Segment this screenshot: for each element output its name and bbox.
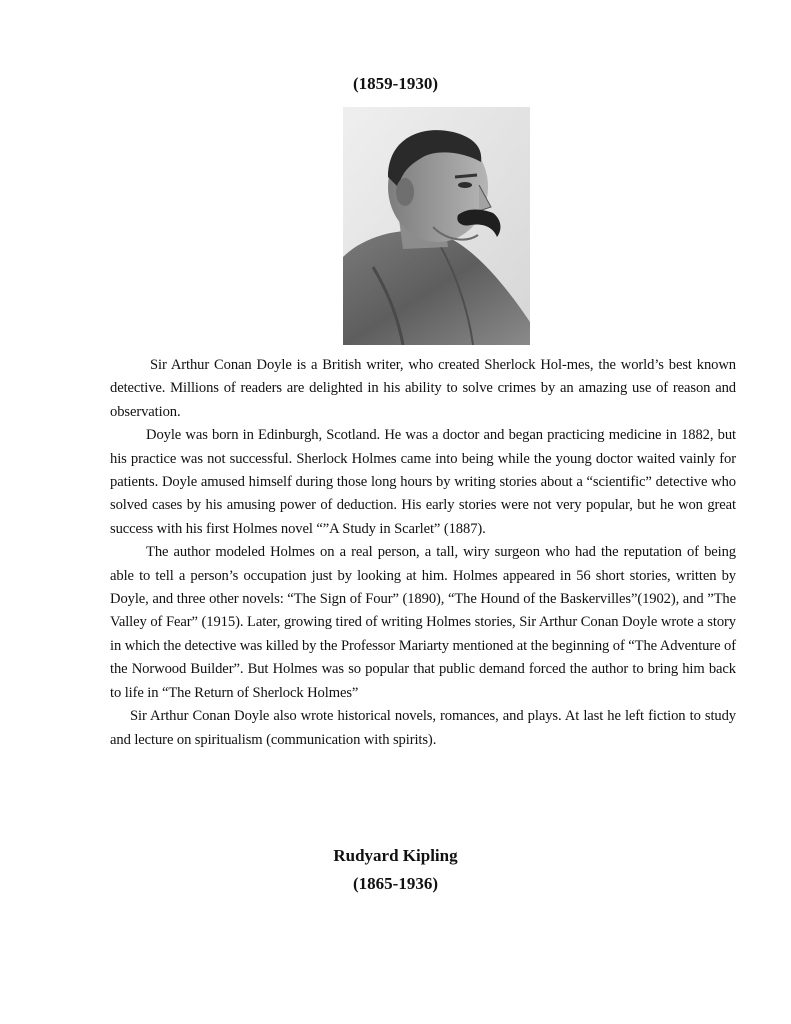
- paragraph-holmes: The author modeled Holmes on a real person, a tall, wiry surgeon who had the reputation of being able to tell a person’s occupation just by looking at him. Holmes appeared in 56 short stories, written by Doyle, and three other novels: “The Sign of Four” (1890), “The Hound of the Baskervilles”(1902), and ”The Valley of Fear” (1915). Later, growing tired of writing Holmes stories, Sir Arthur Conan Doyle wrote a story in which the detective was killed by the Professor Mariarty mentioned at the beginning of “The Adventure of the Norwood Builder”. But Holmes was so popular that public demand forced the author to bring him back to life in “The Return of Sherlock Holmes”: [110, 544, 736, 701]
- portrait-illustration: [343, 107, 530, 345]
- author-portrait-photo: [343, 107, 530, 345]
- paragraph-intro: Sir Arthur Conan Doyle is a British writer, who created Sherlock Hol-mes, the world’s best known detective. Millions of readers are delighted in his ability to solve crimes by an amazing use of reason and observation.: [110, 357, 736, 420]
- paragraph-later-works: Sir Arthur Conan Doyle also wrote historical novels, romances, and plays. At last he left fiction to study and lecture on spiritualism (communication with spirits).: [110, 708, 736, 748]
- author-years: (1859-1930): [353, 74, 438, 93]
- next-author-years: (1865-1936): [353, 874, 438, 893]
- biography-text: [110, 354, 736, 752]
- next-author-name: Rudyard Kipling: [333, 846, 458, 865]
- paragraph-early-life: Doyle was born in Edinburgh, Scotland. He was a doctor and began practicing medicine in 1882, but his practice was not successful. Sherlock Holmes came into being while the young doctor waited vainly for patients. Doyle amused himself during those long hours by writing stories about a “scientific” detective who solved cases by his amusing power of deduction. His early stories were not very popular, but he won great success with his first Holmes novel “”A Study in Scarlet” (1887).: [110, 427, 736, 537]
